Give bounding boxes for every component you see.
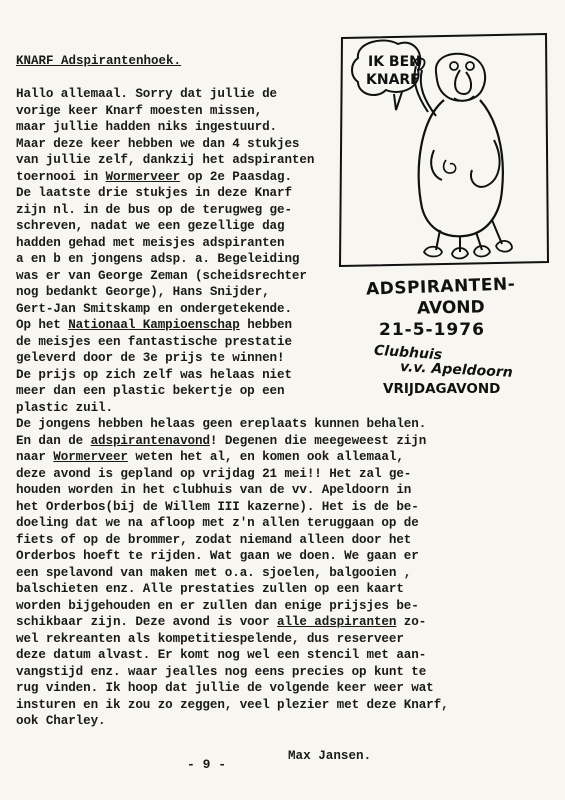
text-line: De laatste drie stukjes in deze Knarf — [16, 186, 292, 200]
text-line: toernooi in Wormerveer op 2e Paasdag. — [16, 169, 292, 184]
page-number: - 9 - — [187, 757, 227, 772]
text-line: De prijs op zich zelf was helaas niet — [16, 367, 292, 382]
text-line: deze datum alvast. Er komt nog wel een stencil met aan- — [16, 648, 427, 662]
text-line: Gert-Jan Smitskamp en ondergetekende. — [16, 301, 292, 316]
note-line: Clubhuis — [373, 342, 443, 364]
text-line: zijn nl. in de bus op de terugweg ge- — [16, 202, 292, 217]
note-date: 21-5-1976 — [379, 320, 485, 340]
text-line: Op het Nationaal Kampioenschap hebben — [16, 318, 292, 332]
text-line: ook Charley. — [16, 714, 106, 728]
text-line: nog bedankt George), Hans Snijder, — [16, 285, 270, 299]
text-line: deze avond is gepland op vrijdag 21 mei!! Het zal ge- — [16, 466, 412, 481]
note-line: VRIJDAGAVOND — [383, 381, 501, 397]
text-line: insturen en ik zou zo zeggen, veel plezier met deze Knarf, — [16, 697, 449, 712]
underlined-phrase: Nationaal Kampioenschap — [68, 318, 240, 332]
column-text — [16, 86, 314, 416]
text-line: De jongens hebben helaas geen ereplaats kunnen behalen. — [16, 417, 427, 431]
text-line: vangstijd enz. waar jealles nog eens precies op kunt te — [16, 664, 427, 679]
text-line: doeling dat we na afloop met z'n allen teruggaan op de — [16, 516, 419, 530]
text-line: naar Wormerveer weten het al, en komen ook allemaal, — [16, 450, 404, 464]
speech-bubble-line2: KNARF — [366, 72, 420, 88]
text-line: de meisjes een fantastische prestatie — [16, 334, 292, 349]
text-line: meer dan een plastic bekertje op een — [16, 384, 285, 398]
text-line: een spelavond van maken met o.a. sjoelen, balgooien , — [16, 565, 412, 580]
note-line: v.v. Apeldoorn — [399, 359, 514, 381]
text-line: fiets of op de brommer, zodat niemand alleen door het — [16, 532, 412, 547]
text-line: schreven, nadat we een gezellige dag — [16, 219, 285, 233]
underlined-phrase: alle adspiranten — [277, 615, 397, 629]
text-line: hadden gehad met meisjes adspiranten — [16, 235, 285, 250]
text-line: was er van George Zeman (scheidsrechter — [16, 268, 307, 283]
text-line: rug vinden. Ik hoop dat jullie de volgende keer weer wat — [16, 681, 434, 695]
text-line: Orderbos hoeft te rijden. Wat gaan we doen. We gaan er — [16, 549, 419, 563]
text-line: houden worden in het clubhuis van de vv. Apeldoorn in — [16, 483, 412, 497]
text-line: a en b en jongens adsp. a. Begeleiding — [16, 252, 300, 266]
speech-bubble-line1: IK BEN — [368, 54, 421, 70]
text-line: geleverd door de 3e prijs te winnen! — [16, 351, 285, 365]
text-line: worden bijgehouden en er zullen dan enige prijsjes be- — [16, 598, 419, 613]
body-text — [16, 416, 449, 730]
underlined-phrase: Wormerveer — [105, 169, 181, 184]
text-line: wel rekreanten als kompetitiespelende, dus reserveer — [16, 631, 404, 646]
text-line: Hallo allemaal. Sorry dat jullie de — [16, 87, 278, 101]
text-line: Maar deze keer hebben we dan 4 stukjes — [16, 136, 300, 151]
knarf-cartoon — [336, 30, 552, 270]
text-line: balschieten enz. Alle prestaties zullen op een kaart — [16, 582, 404, 596]
text-line: van jullie zelf, dankzij het adspiranten — [16, 153, 315, 167]
text-line: het Orderbos(bij de Willem III kazerne). Het is de be- — [16, 499, 419, 514]
underlined-phrase: Wormerveer — [53, 450, 128, 464]
text-line: schikbaar zijn. Deze avond is voor alle adspiranten zo- — [16, 615, 427, 629]
author-signature: Max Jansen. — [288, 749, 372, 763]
text-line: plastic zuil. — [16, 400, 113, 415]
underlined-phrase: adspirantenavond — [90, 433, 210, 448]
note-line: AVOND — [416, 297, 485, 319]
text-line: vorige keer Knarf moesten missen, — [16, 103, 263, 118]
text-line: maar jullie hadden niks ingestuurd. — [16, 120, 278, 134]
article-heading: KNARF Adspirantenhoek. — [16, 54, 182, 68]
text-line: En dan de adspirantenavond! Degenen die meegeweest zijn — [16, 433, 427, 448]
note-line: ADSPIRANTEN- — [365, 274, 516, 300]
